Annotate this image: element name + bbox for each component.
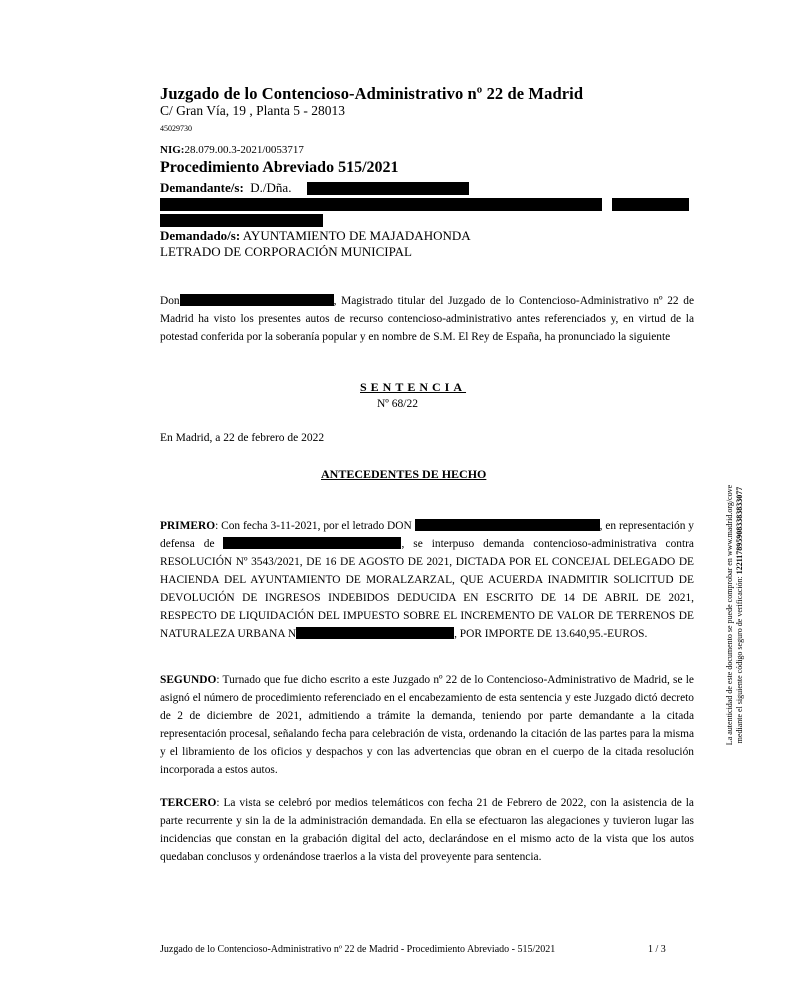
page-number: 1 / 3	[648, 944, 666, 955]
segundo-text: : Turnado que fue dicho escrito a este Juzgado nº 22 de lo Contencioso-Administrativo de Madrid, se le asignó el número de procedimiento referenciado en el encabezamiento de esta sentencia y este Juzgado dictó decreto de 2 de diciembre de 2021, admitiendo a trámite la demanda, teniendo por parte demandante a la citada representación procesal, señalando fecha para celebración de vista, ordenando la citación de las partes para la misma y el libramiento de los oficios y despachos y con las advertencias que obran en el cuerpo de la citada resolución incorporada a estos autos.	[160, 674, 694, 776]
demandante-value: D./Dña.	[250, 180, 292, 195]
nig-label: NIG:	[160, 144, 185, 156]
sentencia-title: SENTENCIA	[360, 380, 467, 394]
demandante-line	[160, 180, 291, 196]
redaction-magistrate	[180, 294, 334, 306]
sentencia-date: En Madrid, a 22 de febrero de 2022	[160, 432, 325, 444]
primero-part3: , se interpuso demanda contencioso-administrativa contra RESOLUCIÓN Nº 3543/2021, DE 16 DE AGOSTO DE 2021, DICTADA POR EL CONCEJAL DELEGADO DE HACIENDA DEL AYUNTAMIENTO DE MORALZARZAL, QUE ACUERDA INADMITIR SOLICITUD DE DEVOLUCIÓN DE INGRESOS INDEBIDOS DEDUCIDA EN ESCRITO DE 14 DE ABRIL DE 2021, RESPECTO DE LIQUIDACIÓN DEL IMPUESTO SOBRE EL INCREMENTO DE VALOR DE TERRENOS DE NATURALEZA URBANA N	[160, 538, 694, 640]
court-code: 45029730	[160, 124, 192, 133]
verification-prefix: mediante el siguiente código seguro de verificación:	[735, 576, 744, 744]
demandado-line	[160, 228, 471, 244]
intro-don: Don	[160, 295, 180, 307]
primero-label: PRIMERO	[160, 520, 216, 532]
redaction-demandante-line2	[160, 214, 323, 227]
verification-code: 1221178959083383833077	[735, 486, 744, 575]
tercero-text: : La vista se celebró por medios telemáticos con fecha 21 de Febrero de 2022, con la asistencia de la parte recurrente y sin la de la administración demandada. En ella se efectuaron las alegaciones y tuvieron lugar las incidencias que constan en la grabación digital del acto, declarándose en el mismo acto de la vista que los autos quedaban conclusos y ordenándose traerlos a la vista del proveyente para sentencia.	[160, 797, 694, 863]
tercero-paragraph	[160, 794, 694, 866]
intro-text: , Magistrado titular del Juzgado de lo Contencioso-Administrativo nº 22 de Madrid ha visto los presentes autos de recurso contencioso-administrativo antes referenciados y, en virtud de la potestad conferida por la soberanía popular y en nombre de S.M. El Rey de España, ha pronunciado la siguiente	[160, 295, 694, 343]
verification-line2	[735, 465, 745, 765]
verification-side-note	[725, 465, 745, 765]
sentencia-number: Nº 68/22	[377, 398, 418, 410]
segundo-label: SEGUNDO	[160, 674, 217, 686]
primero-part4: , POR IMPORTE DE 13.640,95.-EUROS.	[454, 628, 648, 640]
redaction-demandante-name	[307, 182, 469, 195]
nig-line	[160, 144, 304, 156]
primero-paragraph	[160, 517, 694, 643]
demandado-representative: LETRADO DE CORPORACIÓN MUNICIPAL	[160, 244, 412, 259]
demandado-value: AYUNTAMIENTO DE MAJADAHONDA	[242, 228, 471, 243]
procedure-title: Procedimiento Abreviado 515/2021	[160, 159, 399, 176]
redaction-demandante-line1b	[612, 198, 689, 211]
court-title: Juzgado de lo Contencioso-Administrativo nº 22 de Madrid	[160, 84, 584, 103]
tercero-label: TERCERO	[160, 797, 217, 809]
demandado-label: Demandado/s:	[160, 228, 241, 243]
verification-line1: La autenticidad de este documento se puede comprobar en www.madrid.org/cove	[725, 484, 734, 746]
redaction-client	[223, 537, 401, 549]
nig-value: 28.079.00.3-2021/0053717	[184, 144, 304, 156]
section-title: ANTECEDENTES DE HECHO	[321, 467, 487, 481]
redaction-letrado	[415, 519, 600, 531]
page-footer: Juzgado de lo Contencioso-Administrativo nº 22 de Madrid - Procedimiento Abreviado - 515/2021	[160, 944, 556, 955]
demandado-block	[160, 228, 471, 260]
court-address: C/ Gran Vía, 19 , Planta 5 - 28013	[160, 103, 345, 118]
segundo-paragraph	[160, 671, 694, 779]
demandante-label: Demandante/s:	[160, 180, 244, 195]
primero-part1: : Con fecha 3-11-2021, por el letrado DON	[215, 520, 412, 532]
redaction-liquidation	[296, 627, 454, 639]
redaction-demandante-line1a	[160, 198, 602, 211]
primero-part2: , en representación y defensa de	[160, 520, 695, 550]
intro-paragraph	[160, 292, 694, 346]
